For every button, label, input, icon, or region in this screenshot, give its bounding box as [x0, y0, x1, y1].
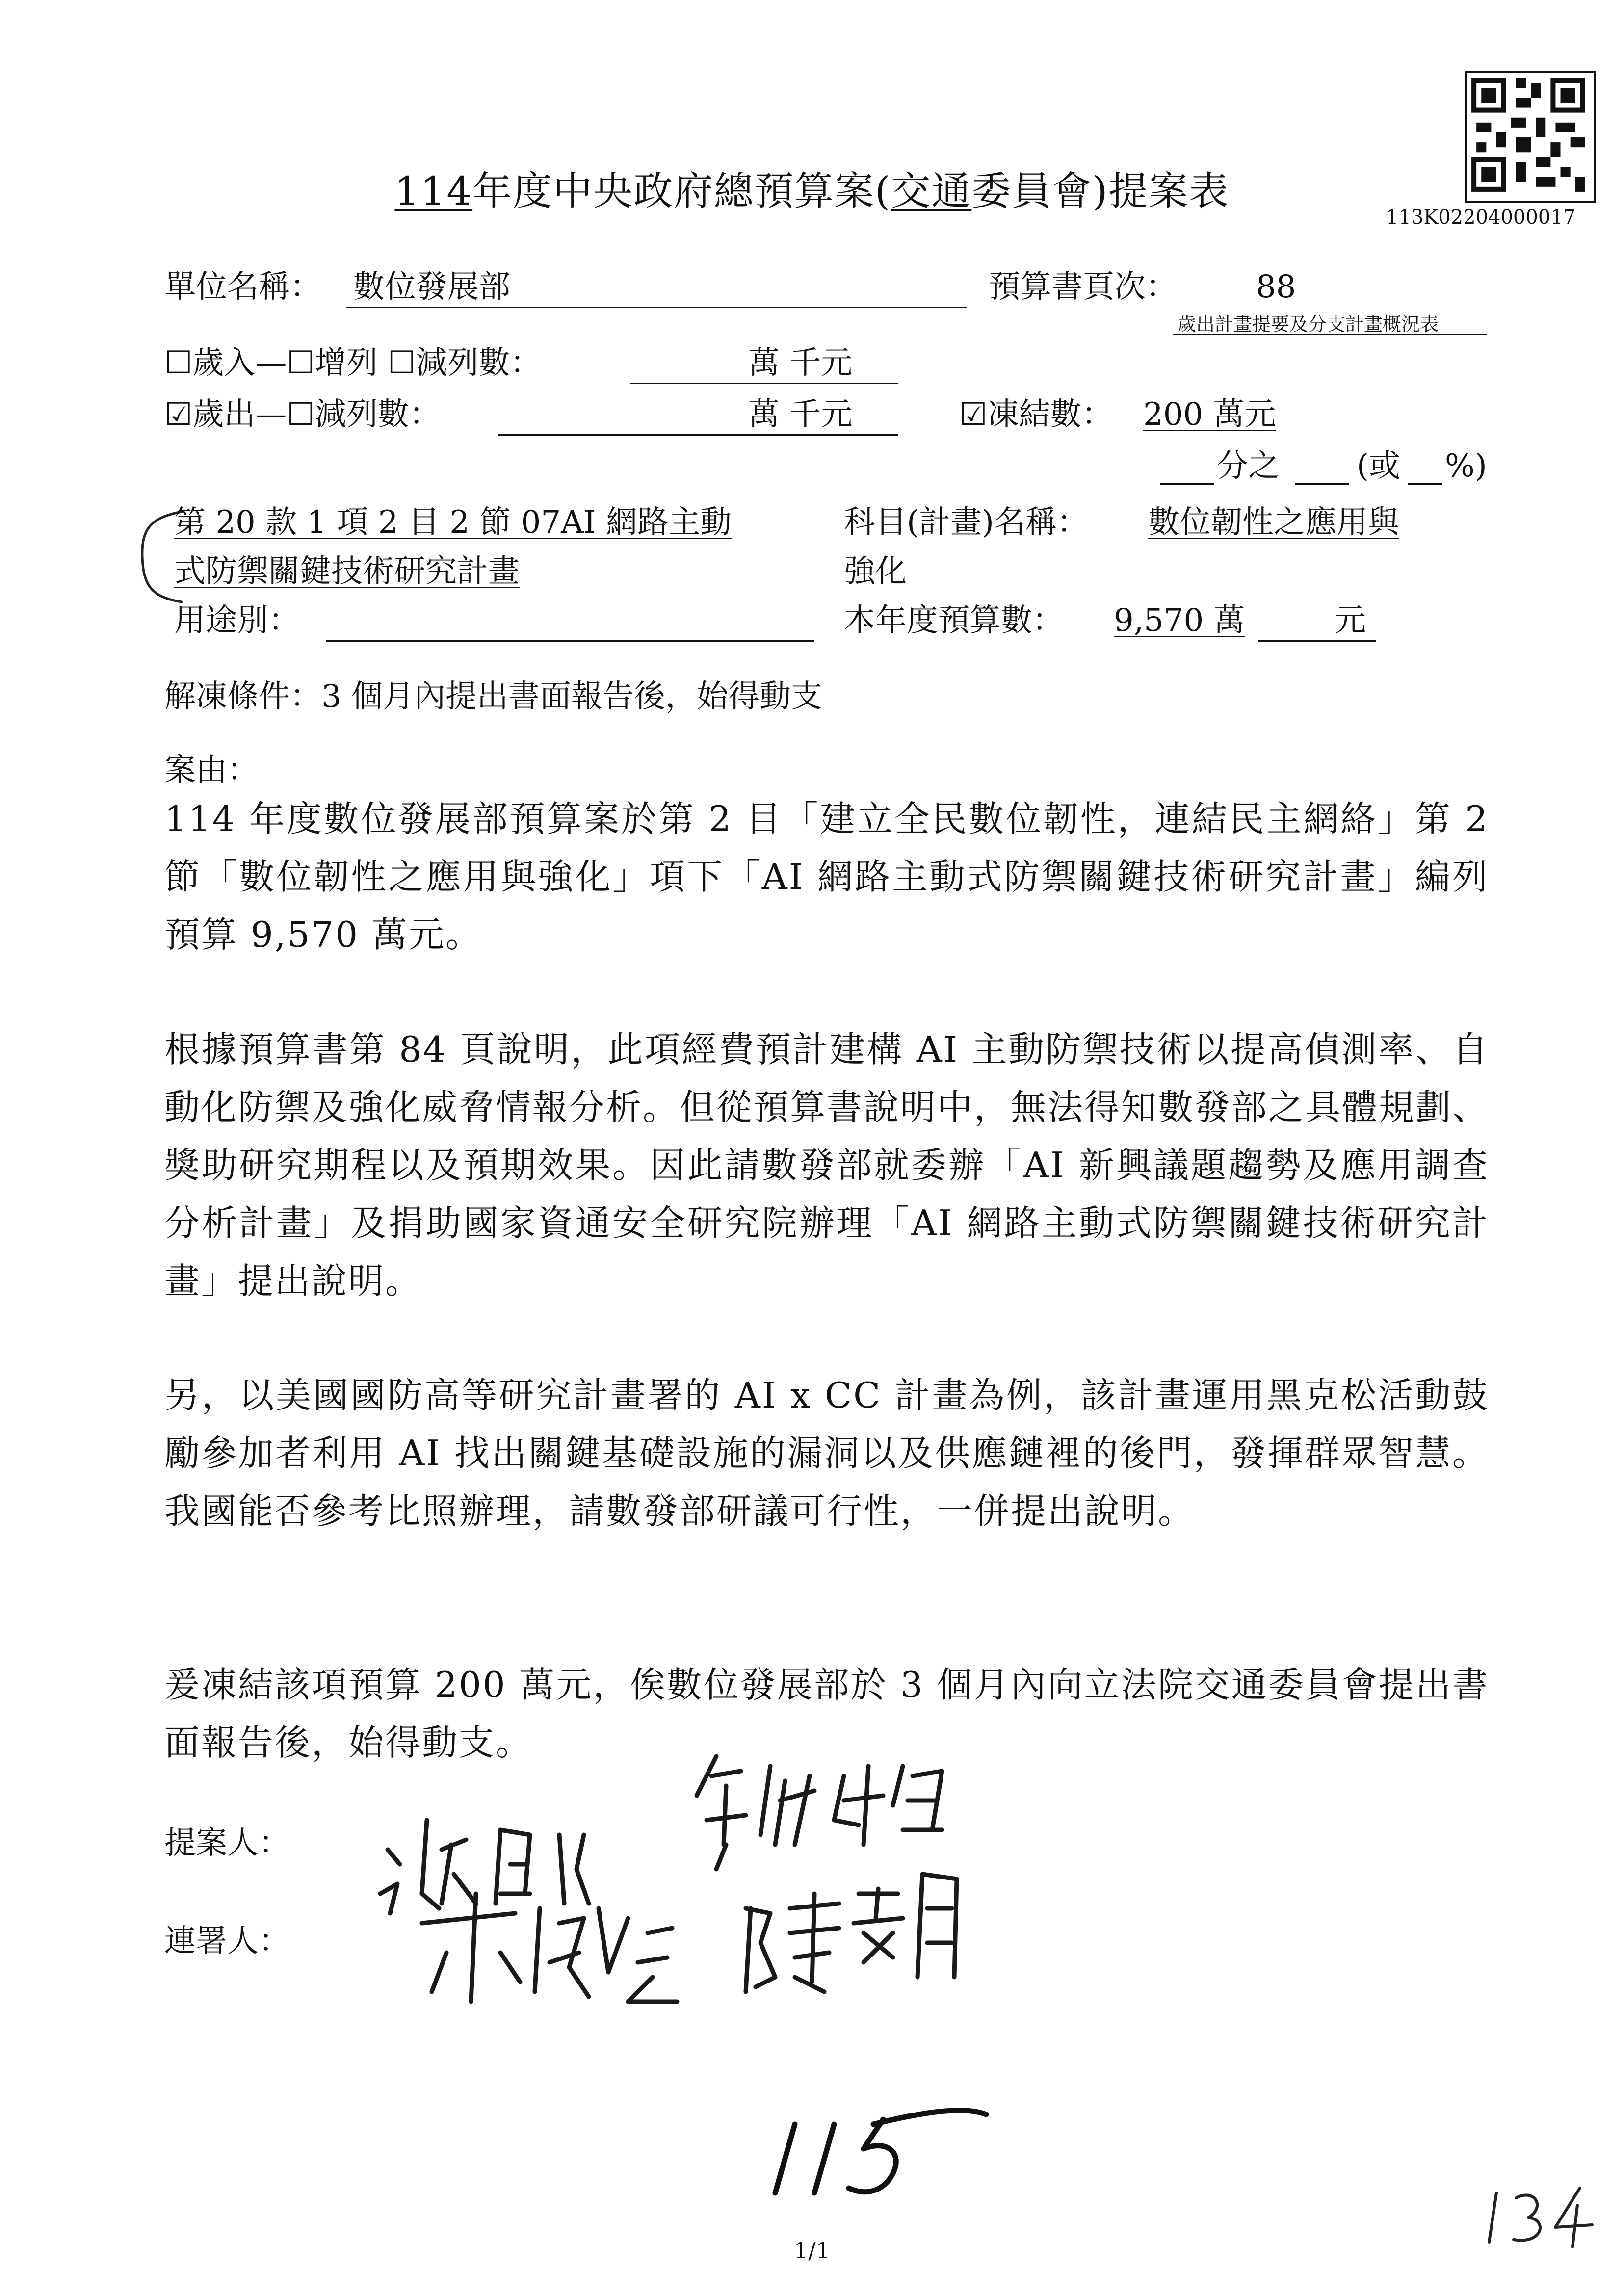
page-indicator: 1/1 [793, 2237, 831, 2264]
item-code-line2: 式防禦關鍵技術研究計畫 [174, 553, 520, 590]
fraction-blank-1 [1160, 483, 1214, 485]
unfreeze-condition: 解凍條件：3 個月內提出書面報告後，始得動支 [164, 678, 823, 715]
subject-value-line1: 數位韌性之應用與 [1148, 504, 1399, 541]
annual-budget-value: 9,570 萬 [1114, 602, 1245, 639]
unit-value: 數位發展部 [353, 269, 510, 305]
handwritten-page-number [756, 2095, 1011, 2208]
use-label: 用途別： [174, 602, 300, 639]
revenue-line: ☐歲入—☐增列 ☐減列數： [164, 345, 542, 381]
annual-budget-unit: 元 [1335, 602, 1366, 639]
reason-label: 案由： [164, 752, 259, 788]
annual-budget-underline [1258, 640, 1376, 642]
title-committee-b: 委員會)提案表 [971, 168, 1230, 214]
handwritten-corner-number [1482, 2178, 1599, 2252]
revenue-unit: 萬 千元 [748, 345, 853, 381]
title-mid: 年度中央政府總預算案( [472, 168, 891, 214]
fraction-text: 分之 [1217, 448, 1280, 484]
reason-paragraph-1: 114 年度數位發展部預算案於第 2 目「建立全民數位韌性，連結民主網絡」第 2 節「數位韌性之應用與強化」項下「AI 網路主動式防禦關鍵技術研究計畫」編列預算 9,570 萬元。 [164, 798, 1489, 955]
proposer-label: 提案人： [164, 1825, 290, 1861]
reason-paragraph-3: 另，以美國國防高等研究計畫署的 AI x CC 計畫為例，該計畫運用黑克松活動鼓勵參加者利用 AI 找出關鍵基礎設施的漏洞以及供應鏈裡的後門，發揮群眾智慧。我國能否參考比照辦理，請數發部研議可行性，一併提出說明。 [164, 1375, 1489, 1532]
budget-page-note-underline [1173, 334, 1487, 335]
serial-number: 113K02204000017 [1386, 206, 1576, 229]
expense-line: ☑歲出—☐減列數： [164, 396, 441, 433]
fraction-pct: %) [1445, 448, 1487, 484]
revenue-underline [630, 383, 898, 384]
title-committee-a: 交通 [891, 168, 972, 214]
fraction-blank-3 [1408, 483, 1442, 485]
subject-label: 科目(計畫)名稱： [844, 504, 1088, 541]
handwritten-signatures [353, 1747, 1065, 2021]
signature-4 [746, 1874, 957, 1992]
budget-page-note: 歲出計畫提要及分支計畫概況表 [1178, 313, 1439, 335]
expense-underline [498, 434, 898, 436]
item-code-line1: 第 20 款 1 項 2 目 2 節 07AI 網路主動 [174, 504, 732, 541]
fraction-blank-2 [1295, 483, 1349, 485]
cosigner-label: 連署人： [164, 1923, 290, 1959]
unit-underline [346, 307, 967, 308]
annual-budget-label: 本年度預算數： [844, 602, 1064, 639]
signature-1 [380, 1820, 589, 1913]
title-year: 114 [394, 168, 473, 214]
page-title [0, 159, 1624, 216]
fraction-or: (或 [1357, 448, 1400, 484]
freeze-label: ☑凍結數： [959, 396, 1113, 433]
subject-value-line2: 強化 [844, 553, 907, 590]
unit-label: 單位名稱： [164, 269, 321, 305]
expense-unit: 萬 千元 [748, 396, 853, 433]
signature-3 [422, 1894, 677, 2002]
reason-paragraph-4: 爰凍結該項預算 200 萬元，俟數位發展部於 3 個月內向立法院交通委員會提出書面報告後，始得動支。 [164, 1664, 1489, 1763]
reason-paragraph-2: 根據預算書第 84 頁說明，此項經費預計建構 AI 主動防禦技術以提高偵測率、自動化防禦及強化威脅情報分析。但從預算書說明中，無法得知數發部之具體規劃、獎助研究期程以及預期效果。因此請數發部就委辦「AI 新興議題趨勢及應用調查分析計畫」及捐助國家資通安全研究院辦理「AI 網路主動式防禦關鍵技術研究計畫」提出說明。 [164, 1029, 1490, 1302]
signature-2 [697, 1756, 942, 1869]
budget-page-value: 88 [1256, 269, 1296, 305]
freeze-value: 200 萬元 [1143, 396, 1276, 433]
budget-page-label: 預算書頁次： [989, 269, 1177, 305]
use-underline [326, 640, 814, 642]
